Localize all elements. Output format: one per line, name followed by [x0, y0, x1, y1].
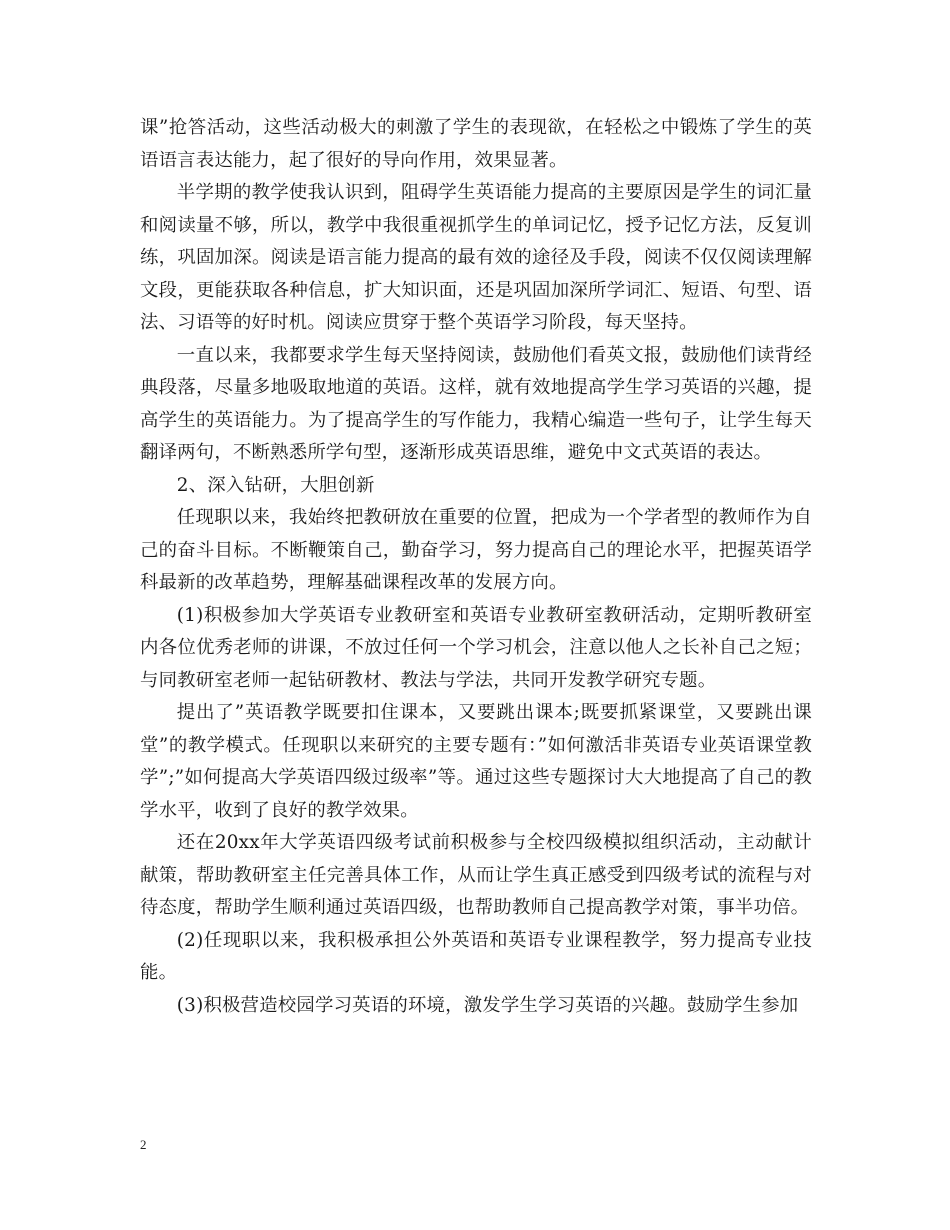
- document-body: [140, 112, 812, 1022]
- section-heading-research-innovation: 2、深入钻研，大胆创新: [176, 474, 375, 496]
- paragraph-cet4-simulation: 还在20xx年大学英语四级考试前积极参与全校四级模拟组织活动，主动献计献策，帮助教研室主任完善具体工作，从而让学生真正感受到四级考试的流程与对待态度，帮助学生顺利通过英语四级，也帮助教师自己提高教学对策，事半功倍。: [140, 832, 812, 918]
- page-number: 2: [140, 1137, 147, 1152]
- paragraph-item-3-campus-environment: (3)积极营造校园学习英语的环境，激发学生学习英语的兴趣。鼓励学生参加: [176, 994, 799, 1016]
- paragraph-research-goal: 任现职以来，我始终把教研放在重要的位置，把成为一个学者型的教师作为自己的奋斗目标。不断鞭策自己，勤奋学习，努力提高自己的理论水平，把握英语学科最新的改革趋势，理解基础课程改革的发展方向。: [140, 507, 812, 593]
- paragraph-item-1-teaching-research: (1)积极参加大学英语专业教研室和英语专业教研室教研活动，定期听教研室内各位优秀老师的讲课，不放过任何一个学习机会，注意以他人之长补自己之短；与同教研室老师一起钻研教材、教法与学法，共同开发教学研究专题。: [140, 604, 812, 691]
- paragraph-continuation: 课”抢答活动，这些活动极大的刺激了学生的表现欲，在轻松之中锻炼了学生的英语语言表达能力，起了很好的导向作用，效果显著。: [140, 117, 812, 171]
- paragraph-teaching-model: 提出了”英语教学既要扣住课本，又要跳出课本;既要抓紧课堂，又要跳出课堂”的教学模式。任现职以来研究的主要专题有：”如何激活非英语专业英语课堂教学”;”如何提高大学英语四级过级率”等。通过这些专题探讨大大地提高了自己的教学水平，收到了良好的教学效果。: [140, 702, 812, 821]
- paragraph-vocabulary-reading: 半学期的教学使我认识到，阻碍学生英语能力提高的主要原因是学生的词汇量和阅读量不够，所以，教学中我很重视抓学生的单词记忆，授予记忆方法，反复训练，巩固加深。阅读是语言能力提高的最有效的途径及手段，阅读不仅仅阅读理解文段，更能获取各种信息，扩大知识面，还是巩固加深所学词汇、短语、句型、语法、习语等的好时机。阅读应贯穿于整个英语学习阶段，每天坚持。: [140, 182, 812, 333]
- paragraph-daily-reading: 一直以来，我都要求学生每天坚持阅读，鼓励他们看英文报，鼓励他们读背经典段落，尽量多地吸取地道的英语。这样，就有效地提高学生学习英语的兴趣，提高学生的英语能力。为了提高学生的写作能力，我精心编造一些句子，让学生每天翻译两句，不断熟悉所学句型，逐渐形成英语思维，避免中文式英语的表达。: [140, 344, 812, 463]
- paragraph-item-2-course-teaching: (2)任现职以来，我积极承担公外英语和英语专业课程教学，努力提高专业技能。: [140, 929, 812, 983]
